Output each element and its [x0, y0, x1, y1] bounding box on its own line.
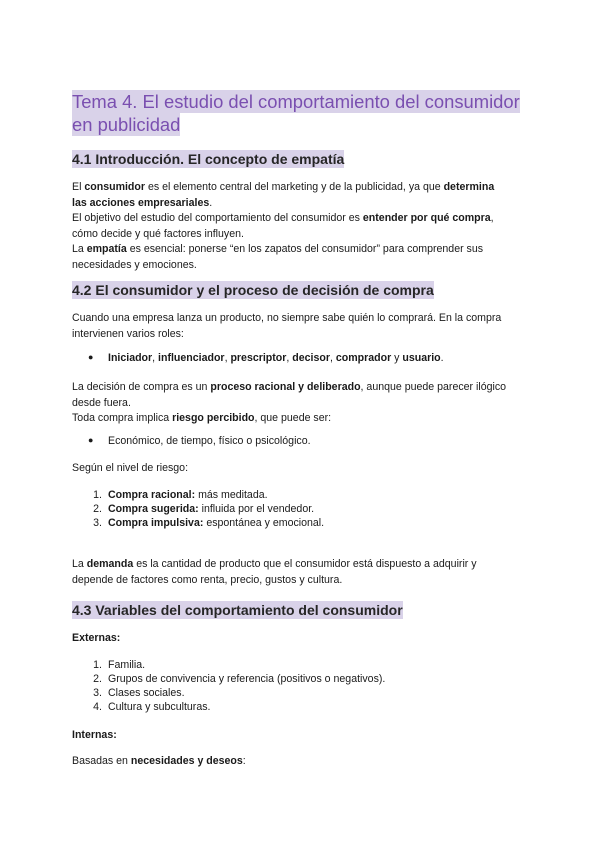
section-heading-4-3	[72, 601, 403, 619]
paragraph-decision: La decisión de compra es un proceso racional y deliberado, aunque puede parecer ilógico desde fuera. Toda compra implica riesgo percibido, que puede ser:	[72, 381, 507, 424]
label-internas: Internas:	[72, 729, 117, 741]
paragraph-demanda: La demanda es la cantidad de producto que el consumidor está dispuesto a adquirir y depende de factores como renta, precio, gustos y cultura.	[72, 558, 477, 586]
section-heading-4-2	[72, 281, 434, 299]
paragraph-nivel-riesgo: Según el nivel de riesgo:	[72, 462, 189, 474]
page-title	[72, 90, 532, 136]
paragraph-consumidor: El consumidor es el elemento central del marketing y de la publicidad, ya que determina las acciones empresariales. El objetivo del estudio del comportamiento del consumidor es entender por qué compra, cómo decide y qué factores influyen. La empatía es esencial: ponerse “en los zapatos del consumidor” para comprender sus necesidades y emociones.	[72, 181, 495, 271]
section-heading-4-3-text: 4.3 Variables del comportamiento del consumidor	[72, 602, 403, 618]
label-externas: Externas:	[72, 632, 121, 644]
section-heading-4-2-text: 4.2 El consumidor y el proceso de decisión de compra	[72, 282, 434, 298]
section-heading-4-1	[72, 150, 344, 168]
page-title-text: Tema 4. El estudio del comportamiento del consumidor en publicidad	[72, 91, 520, 135]
paragraph-lanzamiento: Cuando una empresa lanza un producto, no siempre sabe quién lo comprará. En la compra intervienen varios roles:	[72, 312, 502, 340]
bullet-icon: ●	[88, 352, 94, 362]
document-page: Tema 4. El estudio del comportamiento del consumidor en publicidad 4.1 Introducción. El concepto de empatía El consumidor es el elemento central del marketing y de la publicidad, ya que determina las acciones empresariales. El objetivo del estudio del comportamiento del consumidor es entender por qué compra, cómo decide y qué factores influyen. La empatía es esencial: ponerse “en los zapatos del consumidor” para comprender sus necesidades y emociones. 4.2 El consumidor y el proceso de decisión de compra Cuando una empresa lanza un producto, no siempre sabe quién lo comprará. En la compra intervienen varios roles: ● Iniciador, influenciador, prescriptor, decisor, comprador y usuario. La decisión de compra es un proceso racional y deliberado, aunque puede parecer ilógico desde fuera. Toda compra implica riesgo percibido, que puede ser: ● Económico, de tiempo, físico o psicológico. Según el nivel de riesgo: 1. Compra racional: más meditada. 2. Compra sugerida: influida por el vendedor. 3. Compra impulsiva: espontánea y emocional. La demanda es la cantidad de producto que el consumidor está dispuesto a adquirir y depende de factores como renta, precio, gustos y cultura. 4.3 Variables del comportamiento del consumidor Externas: 1. Familia. 2. Grupos de convivencia y referencia (positivos o negativos). 3. Clases sociales. 4. Cultura y subculturas. Internas: Basadas en necesidades y deseos:	[0, 0, 600, 848]
section-heading-4-1-text: 4.1 Introducción. El concepto de empatía	[72, 151, 345, 167]
paragraph-necesidades: Basadas en necesidades y deseos:	[72, 755, 246, 767]
bullet-icon: ●	[88, 435, 94, 445]
